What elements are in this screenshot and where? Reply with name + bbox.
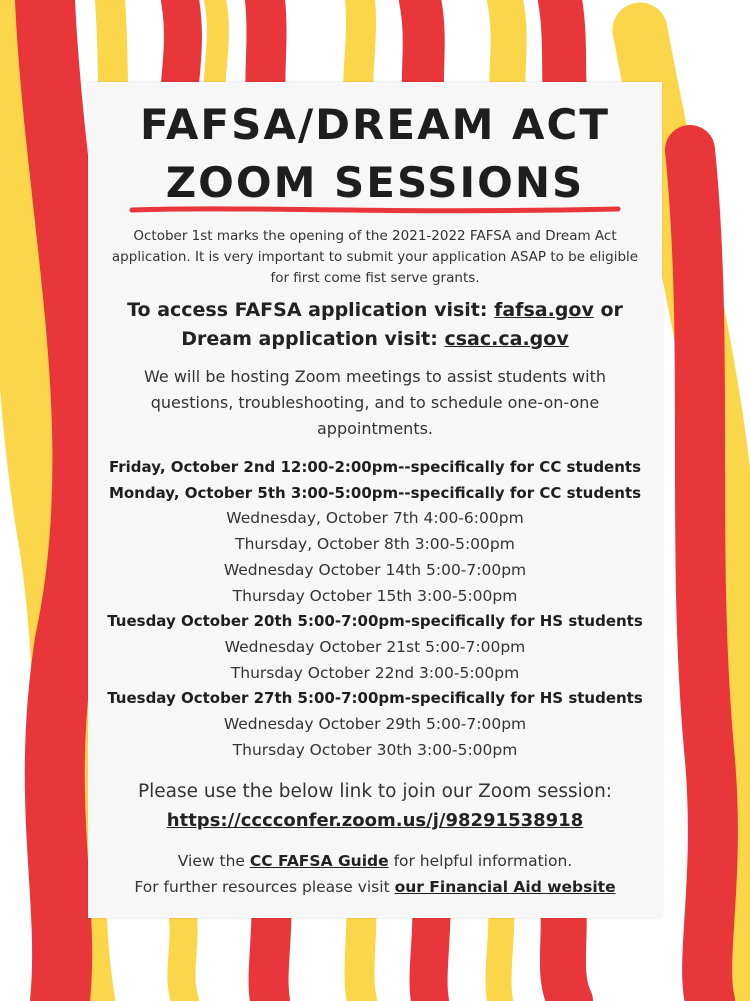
hosting-paragraph: We will be hosting Zoom meetings to assist students with questions, troubleshooting, and to schedule one-on-one appointments.: [144, 367, 606, 438]
session-item: Tuesday October 20th 5:00-7:00pm-specifically for HS students: [107, 612, 643, 631]
cc-fafsa-guide-link[interactable]: CC FAFSA Guide: [249, 852, 389, 870]
zoom-join-text: Please use the below link to join our Zoom session:: [137, 781, 613, 802]
flyer-card: [88, 82, 662, 918]
session-item: Thursday October 30th 3:00-5:00pm: [232, 740, 518, 759]
financial-aid-website-link[interactable]: our Financial Aid website: [394, 878, 616, 896]
session-item: Wednesday, October 7th 4:00-6:00pm: [226, 509, 524, 528]
title-line-2: ZOOM SESSIONS: [165, 158, 585, 207]
guide-prefix: View the: [177, 852, 250, 870]
resources-section: [88, 848, 662, 900]
csac-link[interactable]: csac.ca.gov: [444, 328, 569, 350]
flyer-title: [88, 96, 662, 212]
session-item: Wednesday October 21st 5:00-7:00pm: [224, 637, 526, 656]
session-item: Thursday, October 8th 3:00-5:00pm: [235, 535, 515, 554]
session-schedule: [84, 455, 666, 763]
fafsa-suffix: or: [593, 299, 623, 321]
session-item: Wednesday October 14th 5:00-7:00pm: [223, 560, 527, 579]
intro-paragraph: October 1st marks the opening of the 2021-2022 FAFSA and Dream Act application. It is very important to submit your application ASAP to be eligible for first come fist serve grants.: [111, 228, 639, 286]
session-item: Wednesday October 29th 5:00-7:00pm: [223, 715, 527, 734]
fafsa-link[interactable]: fafsa.gov: [494, 299, 594, 321]
zoom-link[interactable]: https://cccconfer.zoom.us/j/98291538918: [166, 810, 584, 831]
session-item: Friday, October 2nd 12:00-2:00pm--specifically for CC students: [108, 458, 642, 476]
session-item: Tuesday October 27th 5:00-7:00pm-specifically for HS students: [107, 689, 643, 708]
guide-suffix: for helpful information.: [388, 852, 573, 870]
fafsa-prefix: To access FAFSA application visit:: [127, 299, 495, 321]
red-underline-stroke: [128, 204, 622, 218]
zoom-join-section: [88, 777, 662, 835]
session-item: Monday, October 5th 3:00-5:00pm--specifically for CC students: [108, 483, 642, 502]
session-item: Thursday October 22nd 3:00-5:00pm: [230, 663, 520, 682]
dream-prefix: Dream application visit:: [181, 328, 445, 350]
access-links: [88, 296, 662, 354]
resources-prefix: For further resources please visit: [134, 878, 395, 896]
session-item: Thursday October 15th 3:00-5:00pm: [232, 586, 518, 605]
title-line-1: FAFSA/DREAM ACT: [140, 100, 610, 149]
